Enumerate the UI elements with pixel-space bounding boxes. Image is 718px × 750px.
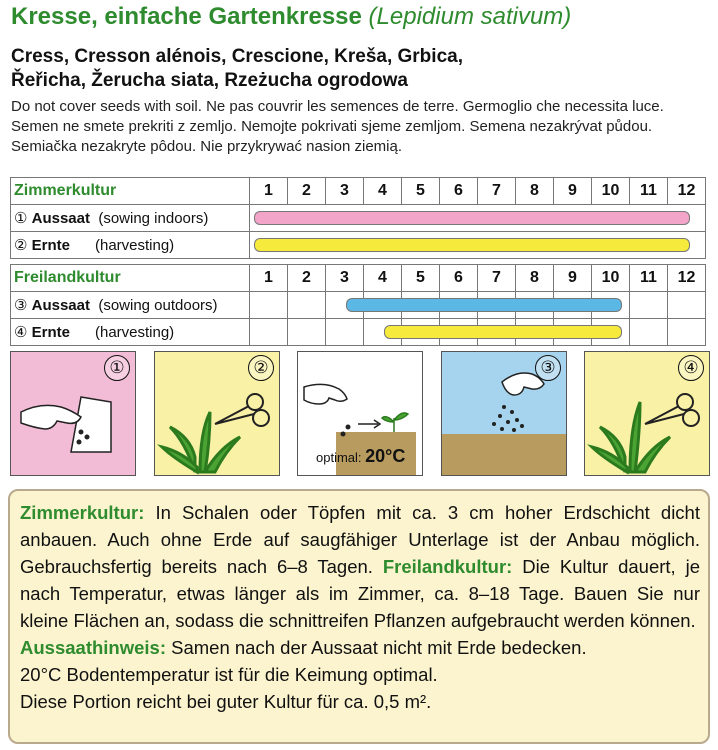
calendar-header-row	[11, 178, 706, 205]
month-label: 12	[668, 265, 706, 292]
calendar-row	[11, 319, 706, 346]
month-label: 5	[402, 178, 440, 205]
names-line-2: Řeřicha, Žerucha siata, Rzeżucha ogrodowa	[11, 70, 408, 91]
row-label	[11, 232, 250, 259]
month-label: 10	[592, 178, 630, 205]
instructions-panel	[8, 489, 710, 744]
month-cell	[250, 319, 288, 346]
month-label: 1	[250, 265, 288, 292]
pictogram-sowing-outdoors	[441, 351, 567, 476]
row-label	[11, 205, 250, 232]
step-pictograms	[10, 351, 710, 478]
month-label: 3	[326, 265, 364, 292]
month-label: 8	[516, 178, 554, 205]
month-label: 7	[478, 265, 516, 292]
calendar-row	[11, 232, 706, 259]
pictogram-harvest-indoors	[154, 351, 280, 476]
month-label: 8	[516, 265, 554, 292]
month-cell	[288, 319, 326, 346]
step-number: ②	[248, 355, 274, 381]
row-number: ④	[14, 324, 28, 341]
month-cell	[250, 292, 288, 319]
season-bar	[254, 238, 690, 252]
optimal-temp: 20°C	[365, 446, 406, 466]
pictogram-sowing-indoors	[10, 351, 136, 476]
section-heading: Freilandkultur	[11, 265, 250, 292]
step-number: ④	[678, 355, 704, 381]
month-label: 4	[364, 265, 402, 292]
step-number: ①	[104, 355, 130, 381]
month-cell	[668, 292, 706, 319]
row-number: ①	[14, 210, 28, 227]
row-desc: (sowing indoors)	[98, 210, 209, 227]
pictogram-germination	[297, 351, 423, 476]
row-name: Ernte	[31, 324, 70, 341]
step-number: ③	[535, 355, 561, 381]
text-outdoor: Die Kultur dauert, je nach Temperatur, etwas länger als im Zimmer, ca. 8–18 Tage. Bauen Sie nur kleine Flächen an, sodass die schnittreifen Pflanzen aufgebraucht werden können.	[20, 556, 700, 631]
section-heading: Zimmerkultur	[11, 178, 250, 205]
heading-outdoor: Freilandkultur:	[382, 556, 513, 577]
month-cell	[630, 292, 668, 319]
instructions-sowing-hint	[20, 634, 700, 661]
heading-sowing-hint: Aussaathinweis:	[20, 637, 166, 658]
calendar-indoor	[10, 177, 706, 259]
row-number: ②	[14, 237, 28, 254]
bar-cell	[250, 205, 706, 232]
instructions-portion: Diese Portion reicht bei guter Kultur für ca. 0,5 m².	[20, 691, 432, 712]
month-label: 4	[364, 178, 402, 205]
note-line-2: Semen ne smete prekriti z zemljo. Nemojte pokrivati sjeme zemljom. Semena nezakrývat půdou.	[11, 118, 653, 135]
note-line-3: Semiačka nezakryte pôdou. Nie przykrywać nasion ziemią.	[11, 138, 403, 155]
month-label: 11	[630, 265, 668, 292]
calendar-outdoor	[10, 264, 706, 346]
translated-names	[11, 45, 463, 93]
row-name: Aussaat	[31, 210, 90, 227]
row-desc: (sowing outdoors)	[98, 297, 218, 314]
text-sowing-hint: Samen nach der Aussaat nicht mit Erde bedecken.	[166, 637, 587, 658]
instructions-temperature: 20°C Bodentemperatur ist für die Keimung optimal.	[20, 664, 438, 685]
month-cell	[668, 319, 706, 346]
month-label: 6	[440, 178, 478, 205]
text-indoor: In Schalen oder Töpfen mit ca. 3 cm hoher Erdschicht dicht anbauen. Auch ohne Erde auf saugfähiger Unterlage ist der Anbau möglich. Gebrauchsfertig bereits nach 6–8 Tagen.	[20, 502, 700, 577]
names-line-1: Cress, Cresson alénois, Crescione, Kreša, Grbica,	[11, 46, 463, 67]
note-line-1: Do not cover seeds with soil. Ne pas couvrir les semences de terre. Germoglio che necessita luce.	[11, 98, 664, 115]
pictogram-harvest-outdoors	[584, 351, 710, 476]
sowing-notes	[11, 97, 711, 157]
month-label: 9	[554, 265, 592, 292]
season-bar	[254, 211, 690, 225]
title-german: Kresse, einfache Gartenkresse	[11, 3, 362, 30]
row-label	[11, 319, 250, 346]
month-label: 1	[250, 178, 288, 205]
month-label: 12	[668, 178, 706, 205]
row-number: ③	[14, 297, 28, 314]
instructions-paragraph	[20, 499, 700, 634]
row-name: Aussaat	[31, 297, 90, 314]
calendar-row	[11, 292, 706, 319]
title-latin: (Lepidium sativum)	[368, 3, 572, 30]
season-bar	[346, 298, 622, 312]
row-desc: (harvesting)	[94, 324, 175, 341]
month-label: 2	[288, 178, 326, 205]
month-label: 6	[440, 265, 478, 292]
month-cell	[630, 319, 668, 346]
calendar-header-row	[11, 265, 706, 292]
row-desc: (harvesting)	[94, 237, 175, 254]
optimal-label: optimal:	[316, 450, 362, 465]
bar-cell	[250, 232, 706, 259]
month-label: 9	[554, 178, 592, 205]
month-label: 7	[478, 178, 516, 205]
heading-indoor: Zimmerkultur:	[20, 502, 145, 523]
calendar-row	[11, 205, 706, 232]
month-label: 11	[630, 178, 668, 205]
month-label: 5	[402, 265, 440, 292]
row-name: Ernte	[31, 237, 70, 254]
month-label: 3	[326, 178, 364, 205]
optimal-temperature	[316, 446, 405, 467]
product-title	[11, 3, 571, 31]
row-label	[11, 292, 250, 319]
season-bar	[384, 325, 622, 339]
month-label: 2	[288, 265, 326, 292]
month-label: 10	[592, 265, 630, 292]
month-cell	[326, 319, 364, 346]
month-cell	[288, 292, 326, 319]
